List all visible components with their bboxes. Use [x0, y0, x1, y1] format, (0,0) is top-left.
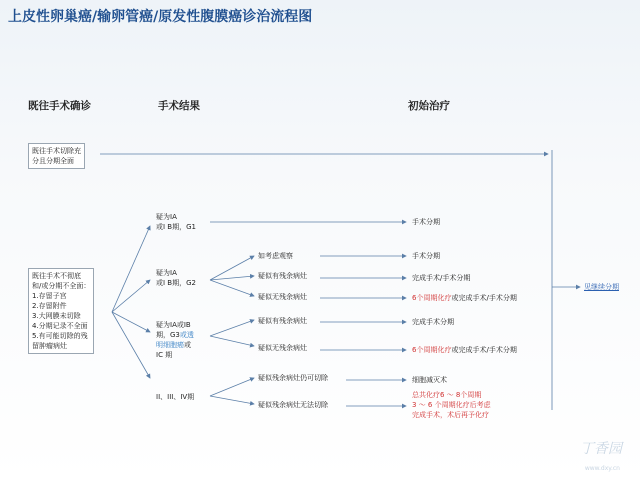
sub-resectable: 疑似残余病灶仍可切除	[258, 374, 328, 382]
result-r2-line-1: 疑为IA	[156, 269, 177, 277]
treat-complete-staging: 完成手术分期	[412, 318, 454, 326]
treat-or-complete-1: 或完成手术/手术分期	[451, 294, 517, 302]
treat-chemo-6-cycles-2: 6个周期化疗	[412, 346, 452, 354]
treat-t8-line-2: 3 ～ 6 个周期化疗后考虑	[412, 401, 491, 409]
treat-or-complete-2: 或完成手术/手术分期	[451, 346, 517, 354]
followup-link[interactable]: 见继续分期	[584, 283, 619, 291]
header-treatment: 初始治疗	[408, 100, 450, 112]
diagnosis-incomplete-box	[28, 268, 94, 354]
header-diagnosis: 既往手术确诊	[28, 100, 91, 112]
page-title: 上皮性卵巢癌/输卵管癌/原发性腹膜癌诊治流程图	[8, 9, 313, 25]
treat-t8-line-3: 完成手术，术后再予化疗	[412, 411, 489, 419]
treat-staging-1: 手术分期	[412, 218, 440, 226]
diag2-line-4: 2.存留附件	[32, 302, 67, 310]
watermark-url: www.dxy.cn	[584, 465, 620, 472]
sub-unresectable: 疑似残余病灶无法切除	[258, 401, 328, 409]
diag2-line-5: 3.大网膜未切除	[32, 312, 81, 320]
arrow-r4-s6	[210, 378, 254, 396]
result-stage-2-4: II、III、IV期	[156, 393, 195, 401]
result-r2-line-2: 或I B期，G2	[156, 279, 196, 287]
treat-cytoreduction: 细胞减灭术	[412, 376, 447, 384]
diag2-line-6: 4.分期记录不全面	[32, 322, 88, 330]
result-ia-ib-g2	[156, 268, 196, 288]
arrow-diag2-r2	[112, 280, 150, 312]
sub-residual-g3: 疑似有残余病灶	[258, 317, 307, 325]
result-r3-line-1: 疑为IA或IB	[156, 321, 191, 329]
sub-residual-g2: 疑似有残余病灶	[258, 272, 307, 280]
arrow-r3-s5	[210, 336, 254, 346]
arrow-r2-s3	[210, 280, 254, 296]
arrow-r4-s7	[210, 396, 254, 404]
sub-observe: 如考虑观察	[258, 252, 293, 260]
result-ia-ib-g3	[156, 320, 194, 360]
diag1-line-1: 既往手术切除充	[32, 147, 81, 155]
treat-complete-surgery-1: 完成手术/手术分期	[412, 274, 471, 282]
treat-staging-2: 手术分期	[412, 252, 440, 260]
arrow-diag2-r1	[112, 226, 150, 312]
diag2-line-8: 留肿瘤病灶	[32, 342, 67, 350]
watermark-logo: 丁香园	[580, 441, 622, 457]
result-r3-ic: IC 期	[156, 351, 173, 359]
treat-chemo-or-surgery-2	[412, 345, 517, 355]
diag1-line-2: 分且分期全面	[32, 157, 74, 165]
result-r3-or-clear: 或透	[179, 331, 194, 339]
sub-no-residual-g2: 疑似无残余病灶	[258, 293, 307, 301]
diagnosis-complete-box	[28, 143, 85, 169]
result-ia-ib-g1	[156, 212, 196, 232]
sub-no-residual-g3: 疑似无残余病灶	[258, 344, 307, 352]
diag2-line-1: 既往手术不彻底	[32, 272, 81, 280]
treat-chemo-6-cycles-1: 6个周期化疗	[412, 294, 452, 302]
result-r3-or: 或	[184, 341, 191, 349]
treat-t8-line-1: 总共化疗6 ～ 8个周期	[412, 391, 482, 399]
result-r3-clear-cell: 明细胞癌	[156, 341, 184, 349]
result-r3-stage: 期，G3	[156, 331, 180, 339]
result-r1-line-2: 或I B期，G1	[156, 223, 196, 231]
treat-chemo-or-surgery-1	[412, 293, 517, 303]
treat-neoadjuvant	[412, 390, 491, 420]
header-result: 手术结果	[158, 100, 200, 112]
result-r1-line-1: 疑为IA	[156, 213, 177, 221]
diag2-line-3: 1.存留子宫	[32, 292, 67, 300]
diag2-line-2: 和/或分期不全面：	[32, 282, 91, 290]
arrow-r3-s4	[210, 320, 254, 336]
diag2-line-7: 5.有可能切除的残	[32, 332, 88, 340]
